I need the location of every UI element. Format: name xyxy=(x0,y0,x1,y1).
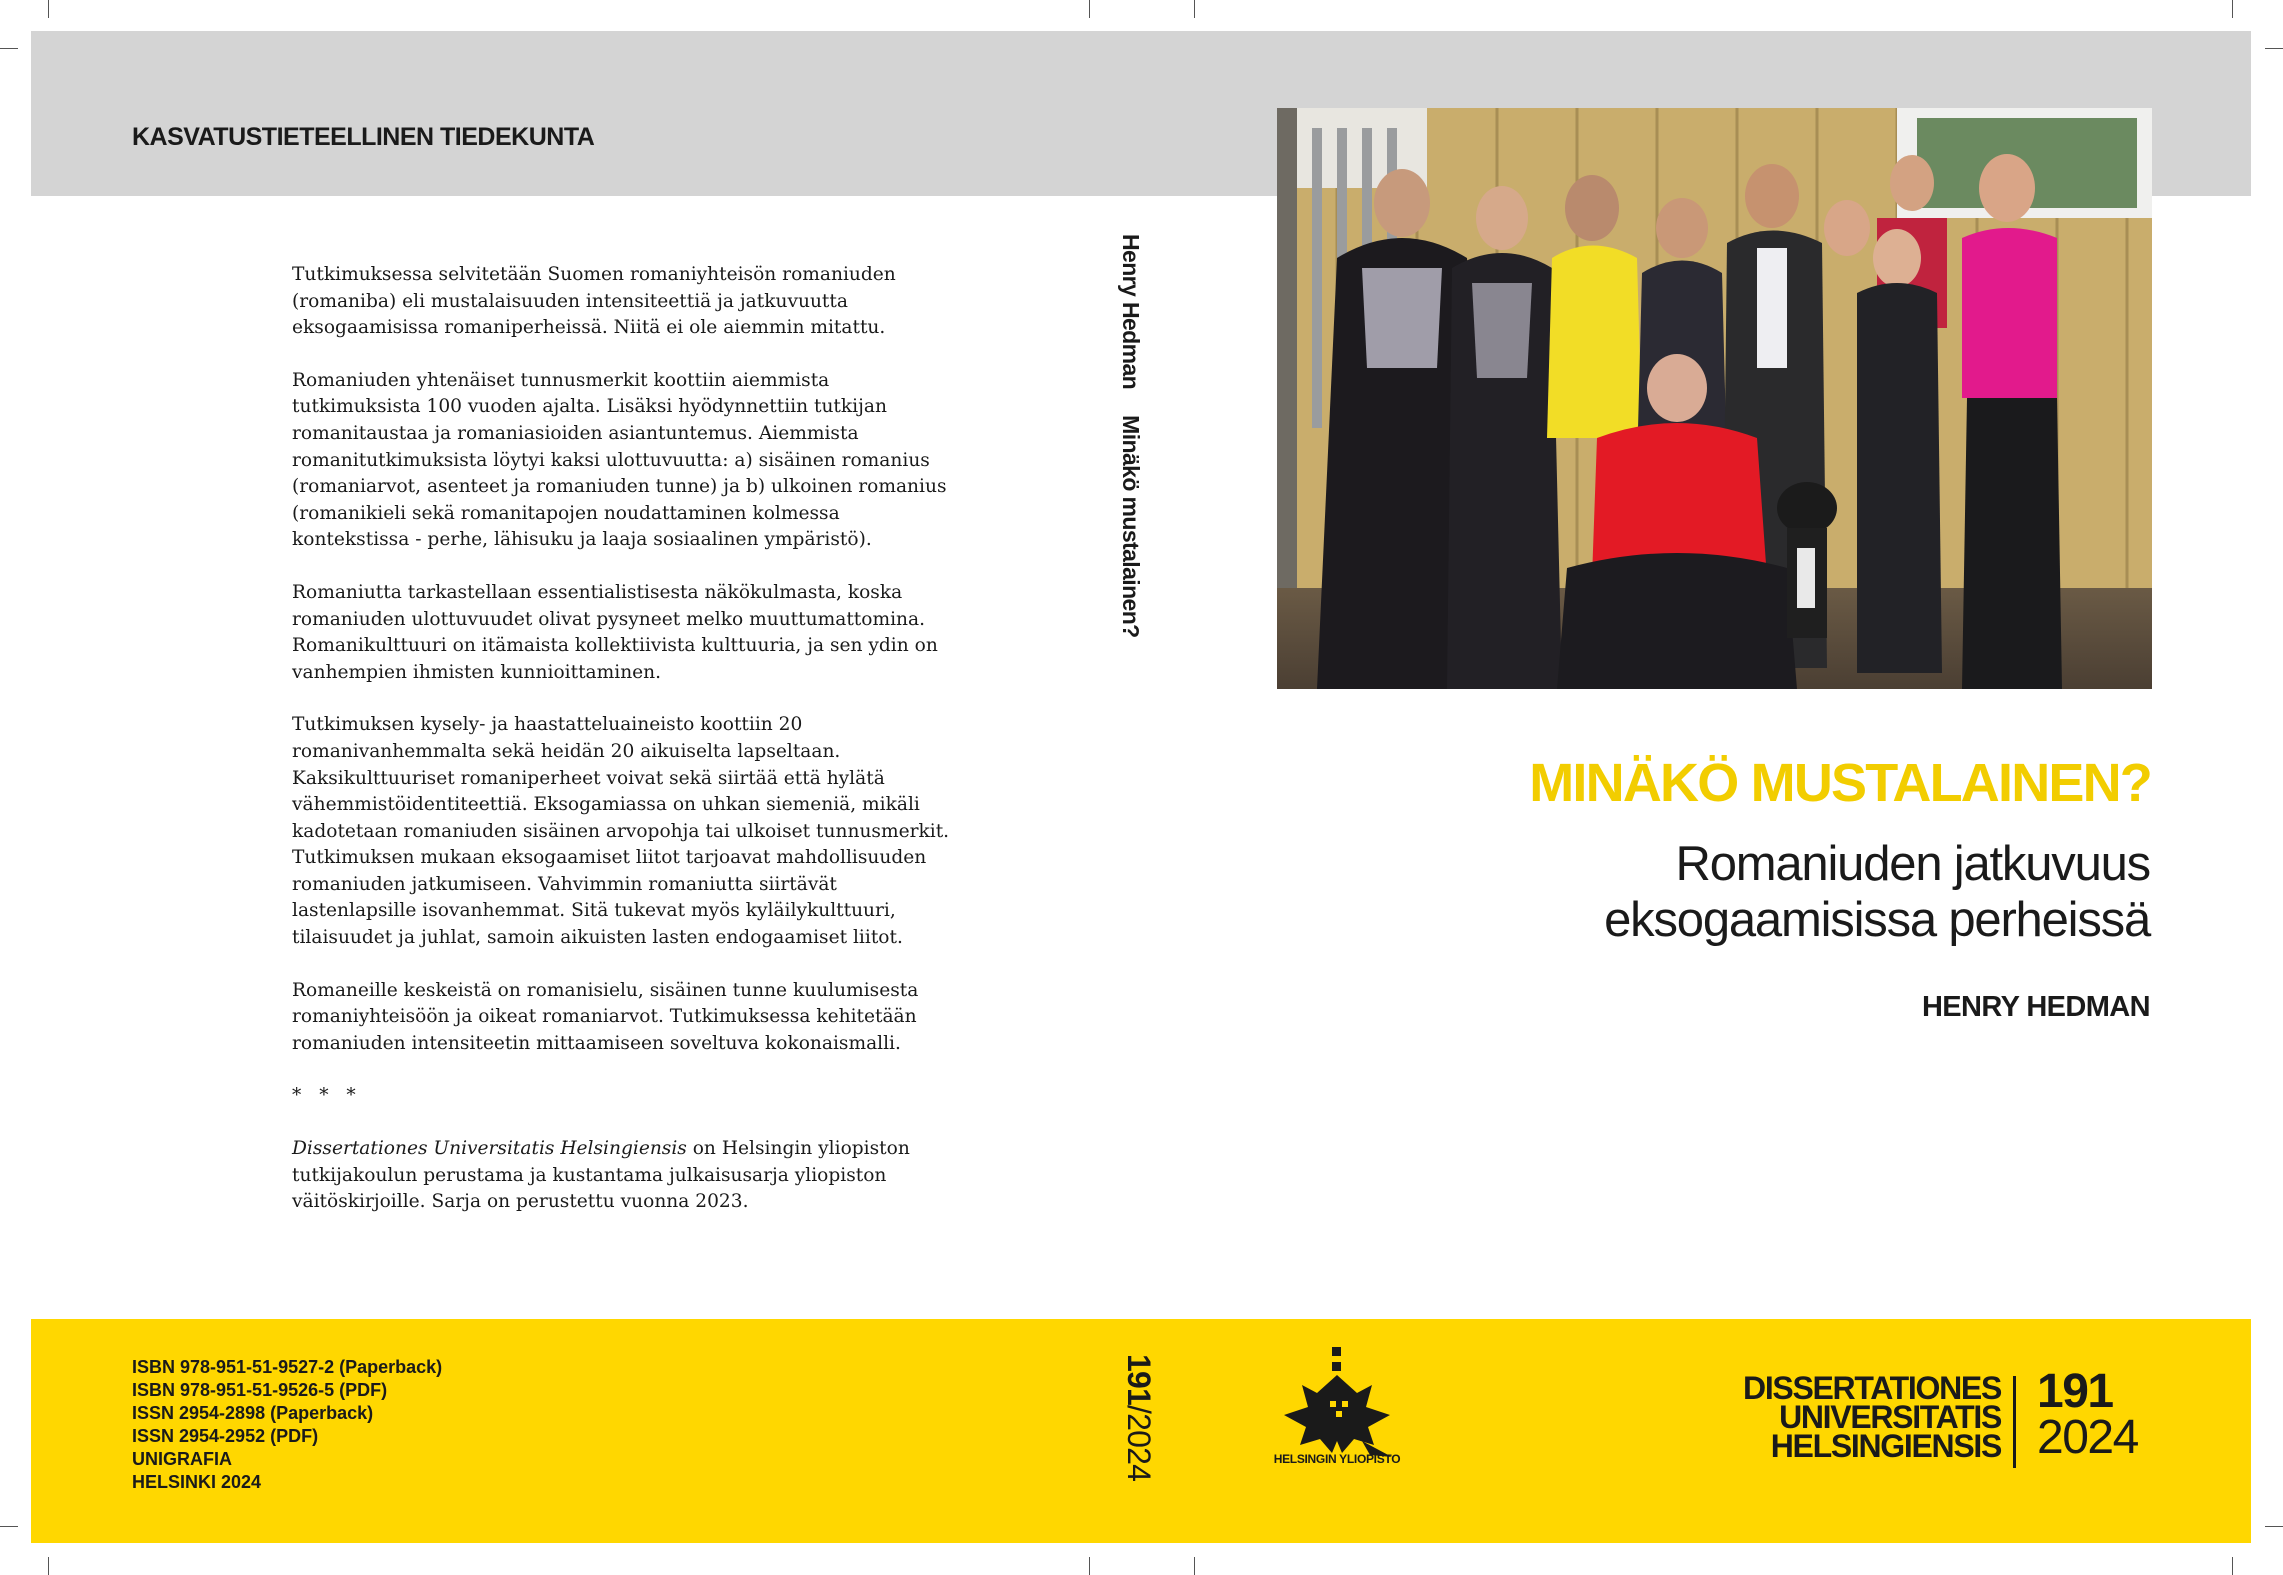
series-divider xyxy=(2013,1376,2016,1468)
crop-mark xyxy=(1089,0,1090,18)
crop-mark xyxy=(2265,48,2283,49)
faculty-name: KASVATUSTIETEELLINEN TIEDEKUNTA xyxy=(132,123,595,151)
series-name-line-3: HELSINGIENSIS xyxy=(1770,1428,2001,1464)
crop-mark xyxy=(48,0,49,18)
series-name xyxy=(1743,1370,2001,1464)
spine-author-title xyxy=(1117,234,1144,638)
crop-mark xyxy=(2232,0,2233,18)
printer: UNIGRAFIA xyxy=(132,1449,232,1469)
isbn-paperback: ISBN 978-951-51-9527-2 (Paperback) xyxy=(132,1357,443,1377)
back-paragraph-1: Tutkimuksessa selvitetään Suomen romaniyhteisön romaniuden (romaniba) eli mustalaisuuden intensiteettiä ja jatkuvuutta eksogaamisissa romaniperheissä. Niitä ei ole aiemmin mitattu. xyxy=(292,264,896,339)
crop-mark xyxy=(0,1526,18,1527)
place-year: HELSINKI 2024 xyxy=(132,1472,262,1492)
back-cover-text xyxy=(292,262,952,1242)
front-title: MINÄKÖ MUSTALAINEN? xyxy=(1529,753,2151,813)
issn-pdf: ISSN 2954-2952 (PDF) xyxy=(132,1426,319,1446)
cover-photo xyxy=(1277,108,2152,689)
spine-author: Henry Hedman xyxy=(1118,234,1144,390)
series-name-line-2: UNIVERSITATIS xyxy=(1779,1399,2001,1435)
front-subtitle-line-1: Romaniuden jatkuvuus xyxy=(1675,837,2150,891)
back-paragraph-2: Romaniuden yhtenäiset tunnusmerkit koottiin aiemmista tutkimuksista 100 vuoden ajalta. Lisäksi hyödynnettiin tutkijan romanitaustaa ja romaniasioiden asiantuntemus. Aiemmista romanitutkimuksista löytyi kaksi ulottuvuutta: a) sisäinen romanius (romaniarvot, asenteet ja romaniuden tunne) ja b) ulkoinen romanius (romanikieli sekä romanitapojen noudattaminen kolmessa kontekstissa - perhe, lähisuku ja laaja sosiaalinen ympäristö). xyxy=(292,369,947,551)
series-note-italic: Dissertationes Universitatis Helsingiensis xyxy=(292,1138,687,1160)
front-author: HENRY HEDMAN xyxy=(1921,991,2150,1023)
back-paragraph-3: Romaniutta tarkastellaan essentialistisesta näkökulmasta, koska romaniuden ulottuvuudet olivat pysyneet melko muuttumattomina. Romanikulttuuri on itämaista kollektiivista kulttuuria, ja sen ydin on vanhempien ihmisten kunnioittaminen. xyxy=(292,581,938,683)
front-subtitle xyxy=(1604,836,2150,948)
university-name: HELSINGIN YLIOPISTO xyxy=(1273,1452,1401,1466)
crop-mark xyxy=(0,48,18,49)
isbn-block xyxy=(132,1356,442,1494)
crop-mark xyxy=(2232,1557,2233,1575)
family-photo-image xyxy=(1277,108,2152,689)
spine-title: Minäkö mustalainen? xyxy=(1118,415,1144,638)
crop-mark xyxy=(48,1557,49,1575)
separator-stars: * * * xyxy=(292,1085,362,1107)
series-name-line-1: DISSERTATIONES xyxy=(1743,1370,2001,1406)
series-year: 2024 xyxy=(2037,1411,2138,1464)
crop-mark xyxy=(1194,1557,1195,1575)
series-note-text: on Helsingin yliopiston tutkijakoulun perustama ja kustantama julkaisusarja yliopiston väitöskirjoille. Sarja on perustettu vuonna 2023. xyxy=(292,1138,910,1213)
isbn-pdf: ISBN 978-951-51-9526-5 (PDF) xyxy=(132,1380,388,1400)
series-note xyxy=(292,1136,952,1216)
issn-paperback: ISSN 2954-2898 (Paperback) xyxy=(132,1403,374,1423)
spine-number: 191 xyxy=(1121,1354,1157,1405)
front-subtitle-line-2: eksogaamisissa perheissä xyxy=(1604,893,2150,947)
crop-mark xyxy=(1089,1557,1090,1575)
back-paragraph-5: Romaneille keskeistä on romanisielu, sisäinen tunne kuulumisesta romaniyhteisöön ja oikeat romaniarvot. Tutkimuksessa kehitetään romaniuden intensiteetin mittaamiseen soveltuva kokonaismalli. xyxy=(292,979,919,1054)
spine-series-number xyxy=(1120,1354,1157,1481)
spine-year: /2024 xyxy=(1121,1405,1157,1482)
series-number: 191 xyxy=(2037,1365,2113,1418)
back-paragraph-4: Tutkimuksen kysely- ja haastatteluaineisto koottiin 20 romanivanhemmalta sekä heidän 20 aikuiselta lapseltaan. Kaksikulttuuriset romaniperheet voivat sekä siirtää että hylätä vähemmistöidentiteettiä. Eksogamiassa on uhkan siemeniä, mikäli kadotetaan romaniuden sisäinen arvopohja tai ulkoiset tunnusmerkit. Tutkimuksen mukaan eksogaamiset liitot tarjoavat mahdollisuuden romaniuden jatkumiseen. Vahvimmin romaniutta siirtävät lastenlapsille isovanhemmat. Sitä tukevat myös kyläilykulttuuri, tilaisuudet ja juhlat, samoin aikuisten lasten endogaamiset liitot. xyxy=(292,714,950,949)
crop-mark xyxy=(1194,0,1195,18)
series-number-block xyxy=(2037,1365,2138,1464)
crop-mark xyxy=(2265,1526,2283,1527)
